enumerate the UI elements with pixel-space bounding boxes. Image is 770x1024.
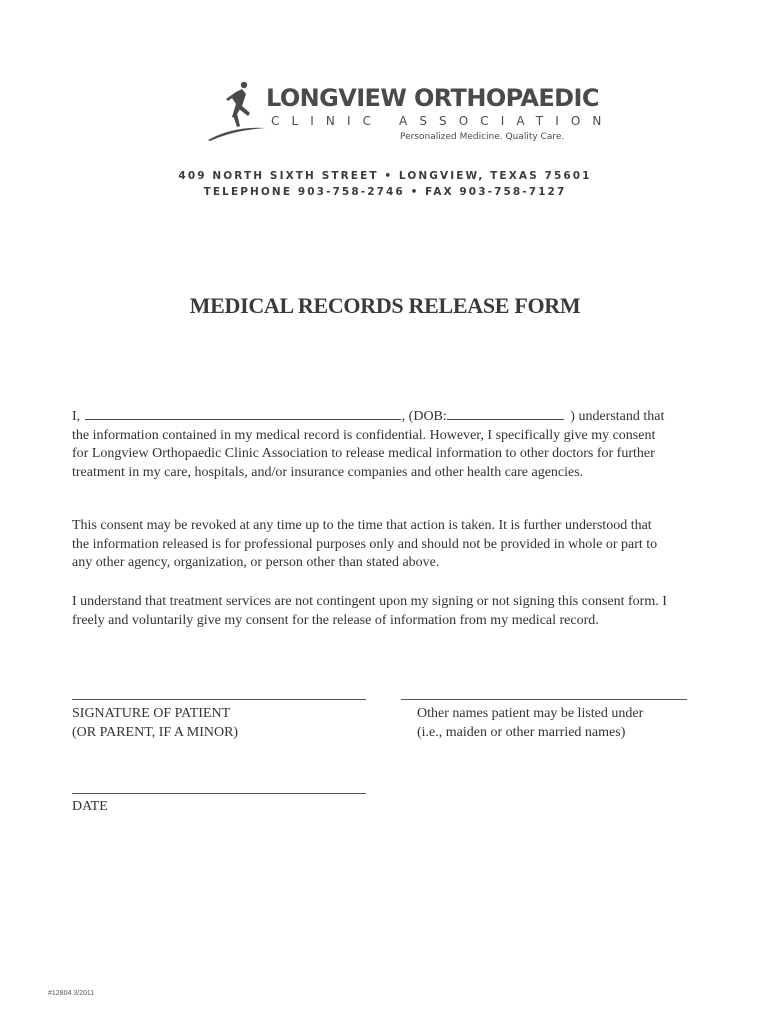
date-label: DATE	[72, 799, 108, 814]
other-names-label-line1: Other names patient may be listed under	[417, 706, 644, 721]
consent-suffix: ) understand	[570, 409, 640, 424]
patient-signature-label-line1: SIGNATURE OF PATIENT	[72, 706, 231, 721]
understand-paragraph	[72, 593, 672, 630]
consent-body: that the information contained in my medical record is confidential. However, I specifically give my consent for Longview Orthopaedic Clinic Association to release medical information to other doctors for further treatment in my care, hospitals, and/or insurance companies and other health care agencies.	[72, 409, 665, 480]
revoke-paragraph	[72, 517, 672, 573]
runner-logo-icon	[206, 80, 266, 142]
understand-text: I understand that treatment services are not contingent upon my signing or not signing this consent form. I freely and voluntarily give my consent for the release of information from my medical record.	[72, 594, 667, 628]
clinic-address: 409 NORTH SIXTH STREET • LONGVIEW, TEXAS 75601	[178, 170, 592, 182]
dob-field[interactable]	[447, 406, 564, 420]
clinic-subname: CLINIC ASSOCIATION	[271, 114, 614, 128]
patient-signature-label	[72, 705, 238, 742]
patient-signature-field[interactable]	[72, 699, 366, 700]
consent-paragraph	[72, 406, 672, 482]
patient-name-field[interactable]	[85, 406, 401, 420]
other-names-label-line2: (i.e., maiden or other married names)	[417, 724, 626, 740]
clinic-tagline: Personalized Medicine. Quality Care.	[400, 132, 565, 142]
clinic-phone-fax: TELEPHONE 903-758-2746 • FAX 903-758-7127	[203, 186, 567, 198]
form-code: #12804 3/2011	[48, 990, 95, 997]
form-title: MEDICAL RECORDS RELEASE FORM	[189, 293, 581, 318]
dob-label: , (DOB:	[401, 409, 447, 424]
consent-prefix: I,	[72, 409, 81, 424]
other-names-field[interactable]	[401, 699, 687, 700]
clinic-name: LONGVIEW ORTHOPAEDIC	[266, 84, 599, 112]
date-field[interactable]	[72, 793, 366, 794]
revoke-text: This consent may be revoked at any time up to the time that action is taken. It is further understood that the information released is for professional purposes only and should not be provided in whole or part to any other agency, organization, or person other than stated above.	[72, 518, 658, 571]
other-names-label	[417, 705, 643, 742]
patient-signature-label-line2: (OR PARENT, IF A MINOR)	[72, 724, 239, 740]
